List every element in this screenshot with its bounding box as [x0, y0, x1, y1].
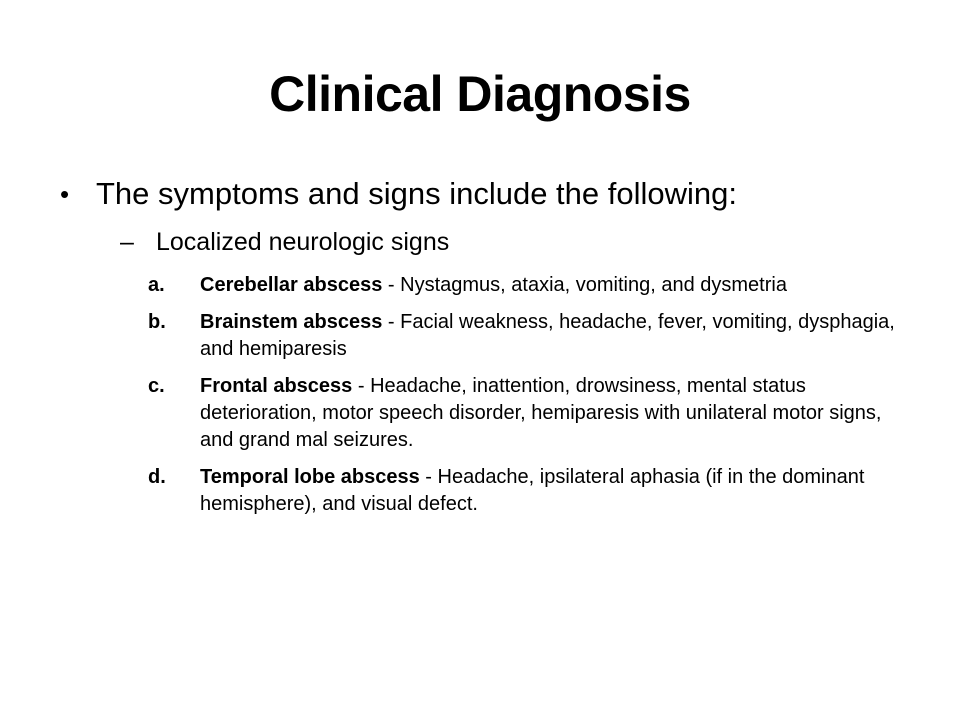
- main-bullet-text: The symptoms and signs include the following:: [96, 176, 737, 211]
- list-item-cerebellar: [148, 272, 918, 299]
- item-description: Headache, inattention, drowsiness, mental status deterioration, motor speech disorder, hemiparesis with unilateral motor signs, and grand mal seizures.: [200, 375, 882, 451]
- slide-title: Clinical Diagnosis: [269, 66, 691, 122]
- item-separator: -: [352, 375, 371, 397]
- dash-marker: –: [120, 228, 134, 256]
- item-letter: a.: [148, 274, 165, 296]
- item-term: Frontal abscess: [200, 375, 353, 397]
- sub-bullet-text: Localized neurologic signs: [156, 228, 450, 256]
- item-letter: d.: [148, 466, 166, 488]
- item-description: Headache, ipsilateral aphasia (if in the dominant hemisphere), and visual defect.: [200, 466, 865, 515]
- item-separator: -: [382, 311, 401, 333]
- item-letter: c.: [148, 375, 165, 397]
- item-term: Cerebellar abscess: [200, 274, 383, 296]
- item-description: Facial weakness, headache, fever, vomiting, dysphagia, and hemiparesis: [200, 311, 895, 360]
- item-term: Temporal lobe abscess: [200, 466, 420, 488]
- list-item-temporal: [148, 464, 918, 518]
- list-item-frontal: [148, 373, 918, 454]
- item-separator: -: [382, 274, 401, 296]
- item-letter: b.: [148, 311, 166, 333]
- item-separator: -: [419, 466, 438, 488]
- bullet-marker: •: [60, 179, 70, 209]
- item-description: Nystagmus, ataxia, vomiting, and dysmetria: [400, 274, 787, 296]
- item-term: Brainstem abscess: [200, 311, 383, 333]
- list-item-brainstem: [148, 309, 918, 363]
- abscess-list: [148, 272, 918, 528]
